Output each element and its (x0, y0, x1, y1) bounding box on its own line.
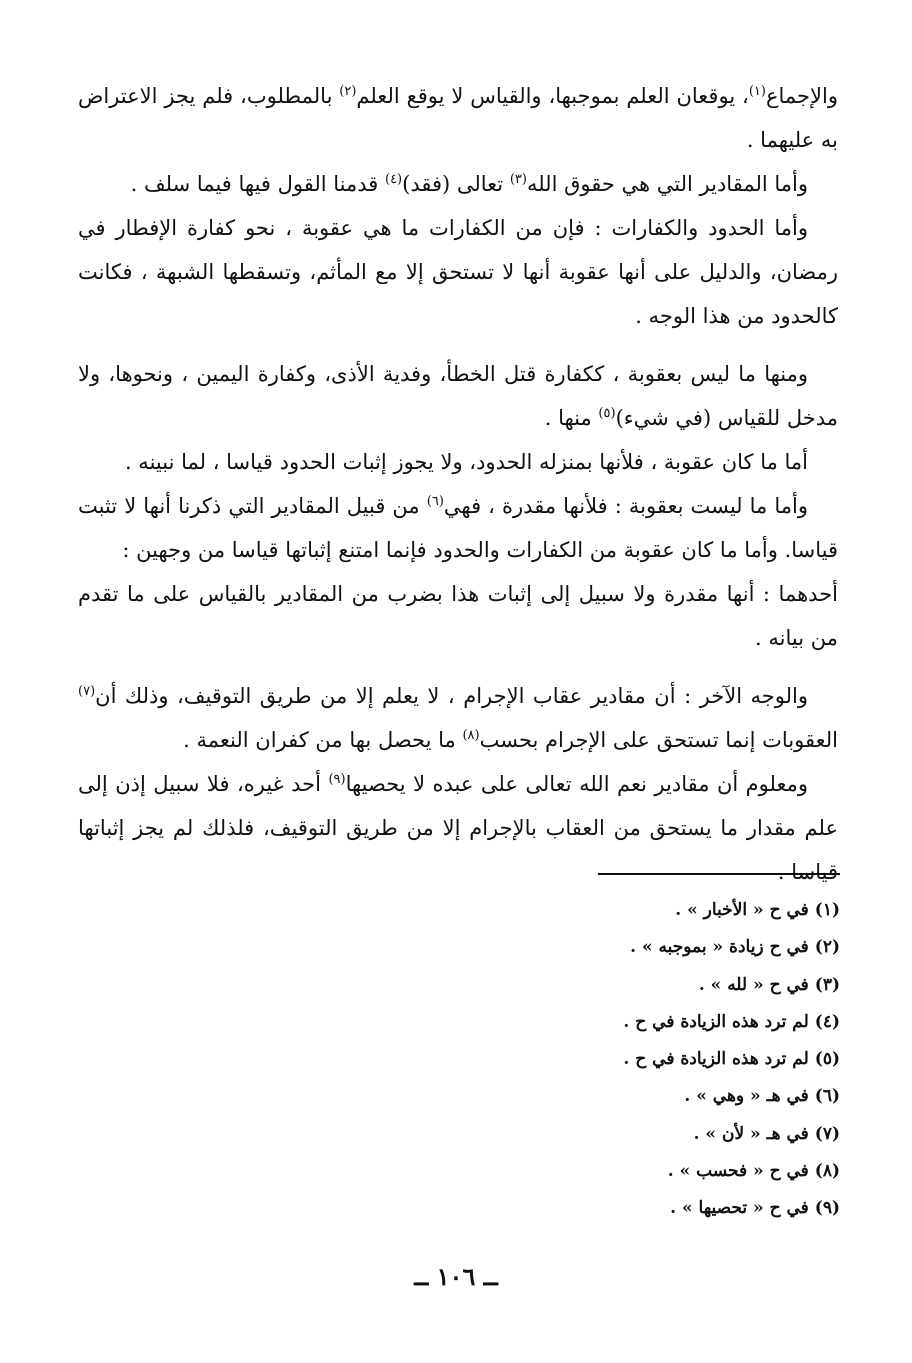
footnote-text: في هـ « وهي » . (684, 1086, 809, 1107)
paragraph-text: والإجماع (765, 84, 838, 108)
footnote-number: (٦) (814, 1086, 840, 1107)
paragraph-text: وأما المقادير التي هي حقوق الله (526, 172, 808, 196)
footnote-number: (٩) (814, 1198, 840, 1219)
footnote-number: (١) (814, 900, 840, 920)
footnote-reference: (٩) (328, 772, 346, 787)
footnote-reference: (٧) (78, 684, 96, 699)
footnote-number: (٥) (814, 1049, 840, 1070)
paragraph-text: ومنها ما ليس بعقوبة ، ككفارة قتل الخطأ، وفدية الأذى، وكفارة اليمين ، ونحوها، ولا مدخل للقياس (في شيء) (78, 362, 838, 430)
body-paragraph (78, 674, 838, 762)
footnote-text: في ح « الأخبار » . (675, 900, 809, 920)
paragraph-text: وأما الحدود والكفارات : فإن من الكفارات ما هي عقوبة ، نحو كفارة الإفطار في رمضان، والدليل على أنها عقوبة أنها لا تستحق إلا مع المأثم، وتسقطها الشبهة ، فكانت كالحدود من هذا الوجه . (78, 216, 838, 328)
paragraph-text: أما ما كان عقوبة ، فلأنها بمنزله الحدود، ولا يجوز إثبات الحدود قياسا ، لما نبينه . (124, 450, 808, 474)
footnote-number: (٣) (814, 974, 840, 995)
paragraph-text: العقوبات إنما تستحق على الإجرام بحسب (479, 728, 838, 752)
paragraph-text: ما يحصل بها من كفران النعمة . (183, 728, 463, 752)
footnote-item (440, 1004, 840, 1041)
footnote-reference: (١) (748, 84, 766, 99)
page-number: ــ ١٠٦ ــ (414, 1262, 498, 1291)
footnote-text: في ح « تحصيها » . (670, 1198, 809, 1219)
paragraph-text: تعالى (فقد) (402, 172, 510, 196)
footnotes-list (440, 892, 840, 1228)
footnote-number: (٧) (814, 1123, 840, 1144)
footnote-item (440, 1041, 840, 1078)
footnote-item (440, 892, 840, 929)
footnote-number: (٢) (814, 937, 840, 958)
footnote-divider (598, 873, 840, 875)
footnote-text: في ح « فحسب » . (667, 1161, 809, 1182)
paragraph-text: ومعلوم أن مقادير نعم الله تعالى على عبده لا يحصيها (345, 772, 808, 796)
footnote-text: في ح « لله » . (698, 974, 809, 995)
footnote-reference: (٨) (462, 728, 480, 743)
body-paragraph (78, 484, 838, 572)
footnote-text: لم ترد هذه الزيادة في ح . (623, 1049, 809, 1070)
body-paragraph (78, 352, 838, 440)
footnote-text: في هـ « لأن » . (693, 1123, 809, 1144)
footnote-reference: (٤) (384, 172, 403, 187)
footnote-text: في ح زيادة « بموجبه » . (630, 937, 809, 958)
body-paragraph (78, 572, 838, 660)
footnote-reference: (٥) (598, 406, 616, 421)
main-text (78, 74, 838, 894)
footnote-number: (٤) (814, 1011, 840, 1032)
footnote-text: لم ترد هذه الزيادة في ح . (623, 1011, 809, 1032)
footnote-reference: (٢) (339, 84, 357, 99)
footnote-item (440, 1078, 840, 1115)
paragraph-text: أحد غيره، فلا سبيل إذن إلى علم مقدار ما يستحق من العقاب بالإجرام إلا من طريق التوقيف، فلذلك لم يجز إثباتها قياسا . (78, 772, 838, 884)
footnote-item (440, 929, 840, 966)
body-paragraph (78, 162, 838, 206)
body-paragraph (78, 440, 838, 484)
paragraph-text: أحدهما : أنها مقدرة ولا سبيل إلى إثبات هذا بضرب من المقادير بالقياس على ما تقدم من بيانه . (78, 582, 838, 650)
paragraph-text: منها . (544, 406, 599, 430)
body-paragraph (78, 206, 838, 338)
footnote-item (440, 1153, 840, 1190)
footnote-number: (٨) (814, 1161, 840, 1182)
paragraph-text: من قبيل المقادير التي ذكرنا أنها لا تثبت قياسا. وأما ما كان عقوبة من الكفارات والحدود فإنما امتنع إثباتها قياسا من وجهين : (78, 494, 838, 562)
paragraph-text: ، يوقعان العلم بموجبها، والقياس لا يوقع العلم (356, 84, 749, 108)
footnote-reference: (٣) (509, 172, 527, 187)
paragraph-text: قدمنا القول فيها فيما سلف . (130, 172, 385, 196)
footnote-item (440, 1116, 840, 1153)
paragraph-text: وأما ما ليست بعقوبة : فلأنها مقدرة ، فهي (443, 494, 808, 518)
body-paragraph (78, 74, 838, 162)
footnote-item (440, 967, 840, 1004)
paragraph-text: والوجه الآخر : أن مقادير عقاب الإجرام ، لا يعلم إلا من طريق التوقيف، وذلك أن (95, 684, 808, 708)
footnote-reference: (٦) (426, 494, 444, 509)
paragraph-text: بالمطلوب، فلم يجز الاعتراض به عليهما . (78, 84, 838, 152)
footnote-item (440, 1190, 840, 1227)
